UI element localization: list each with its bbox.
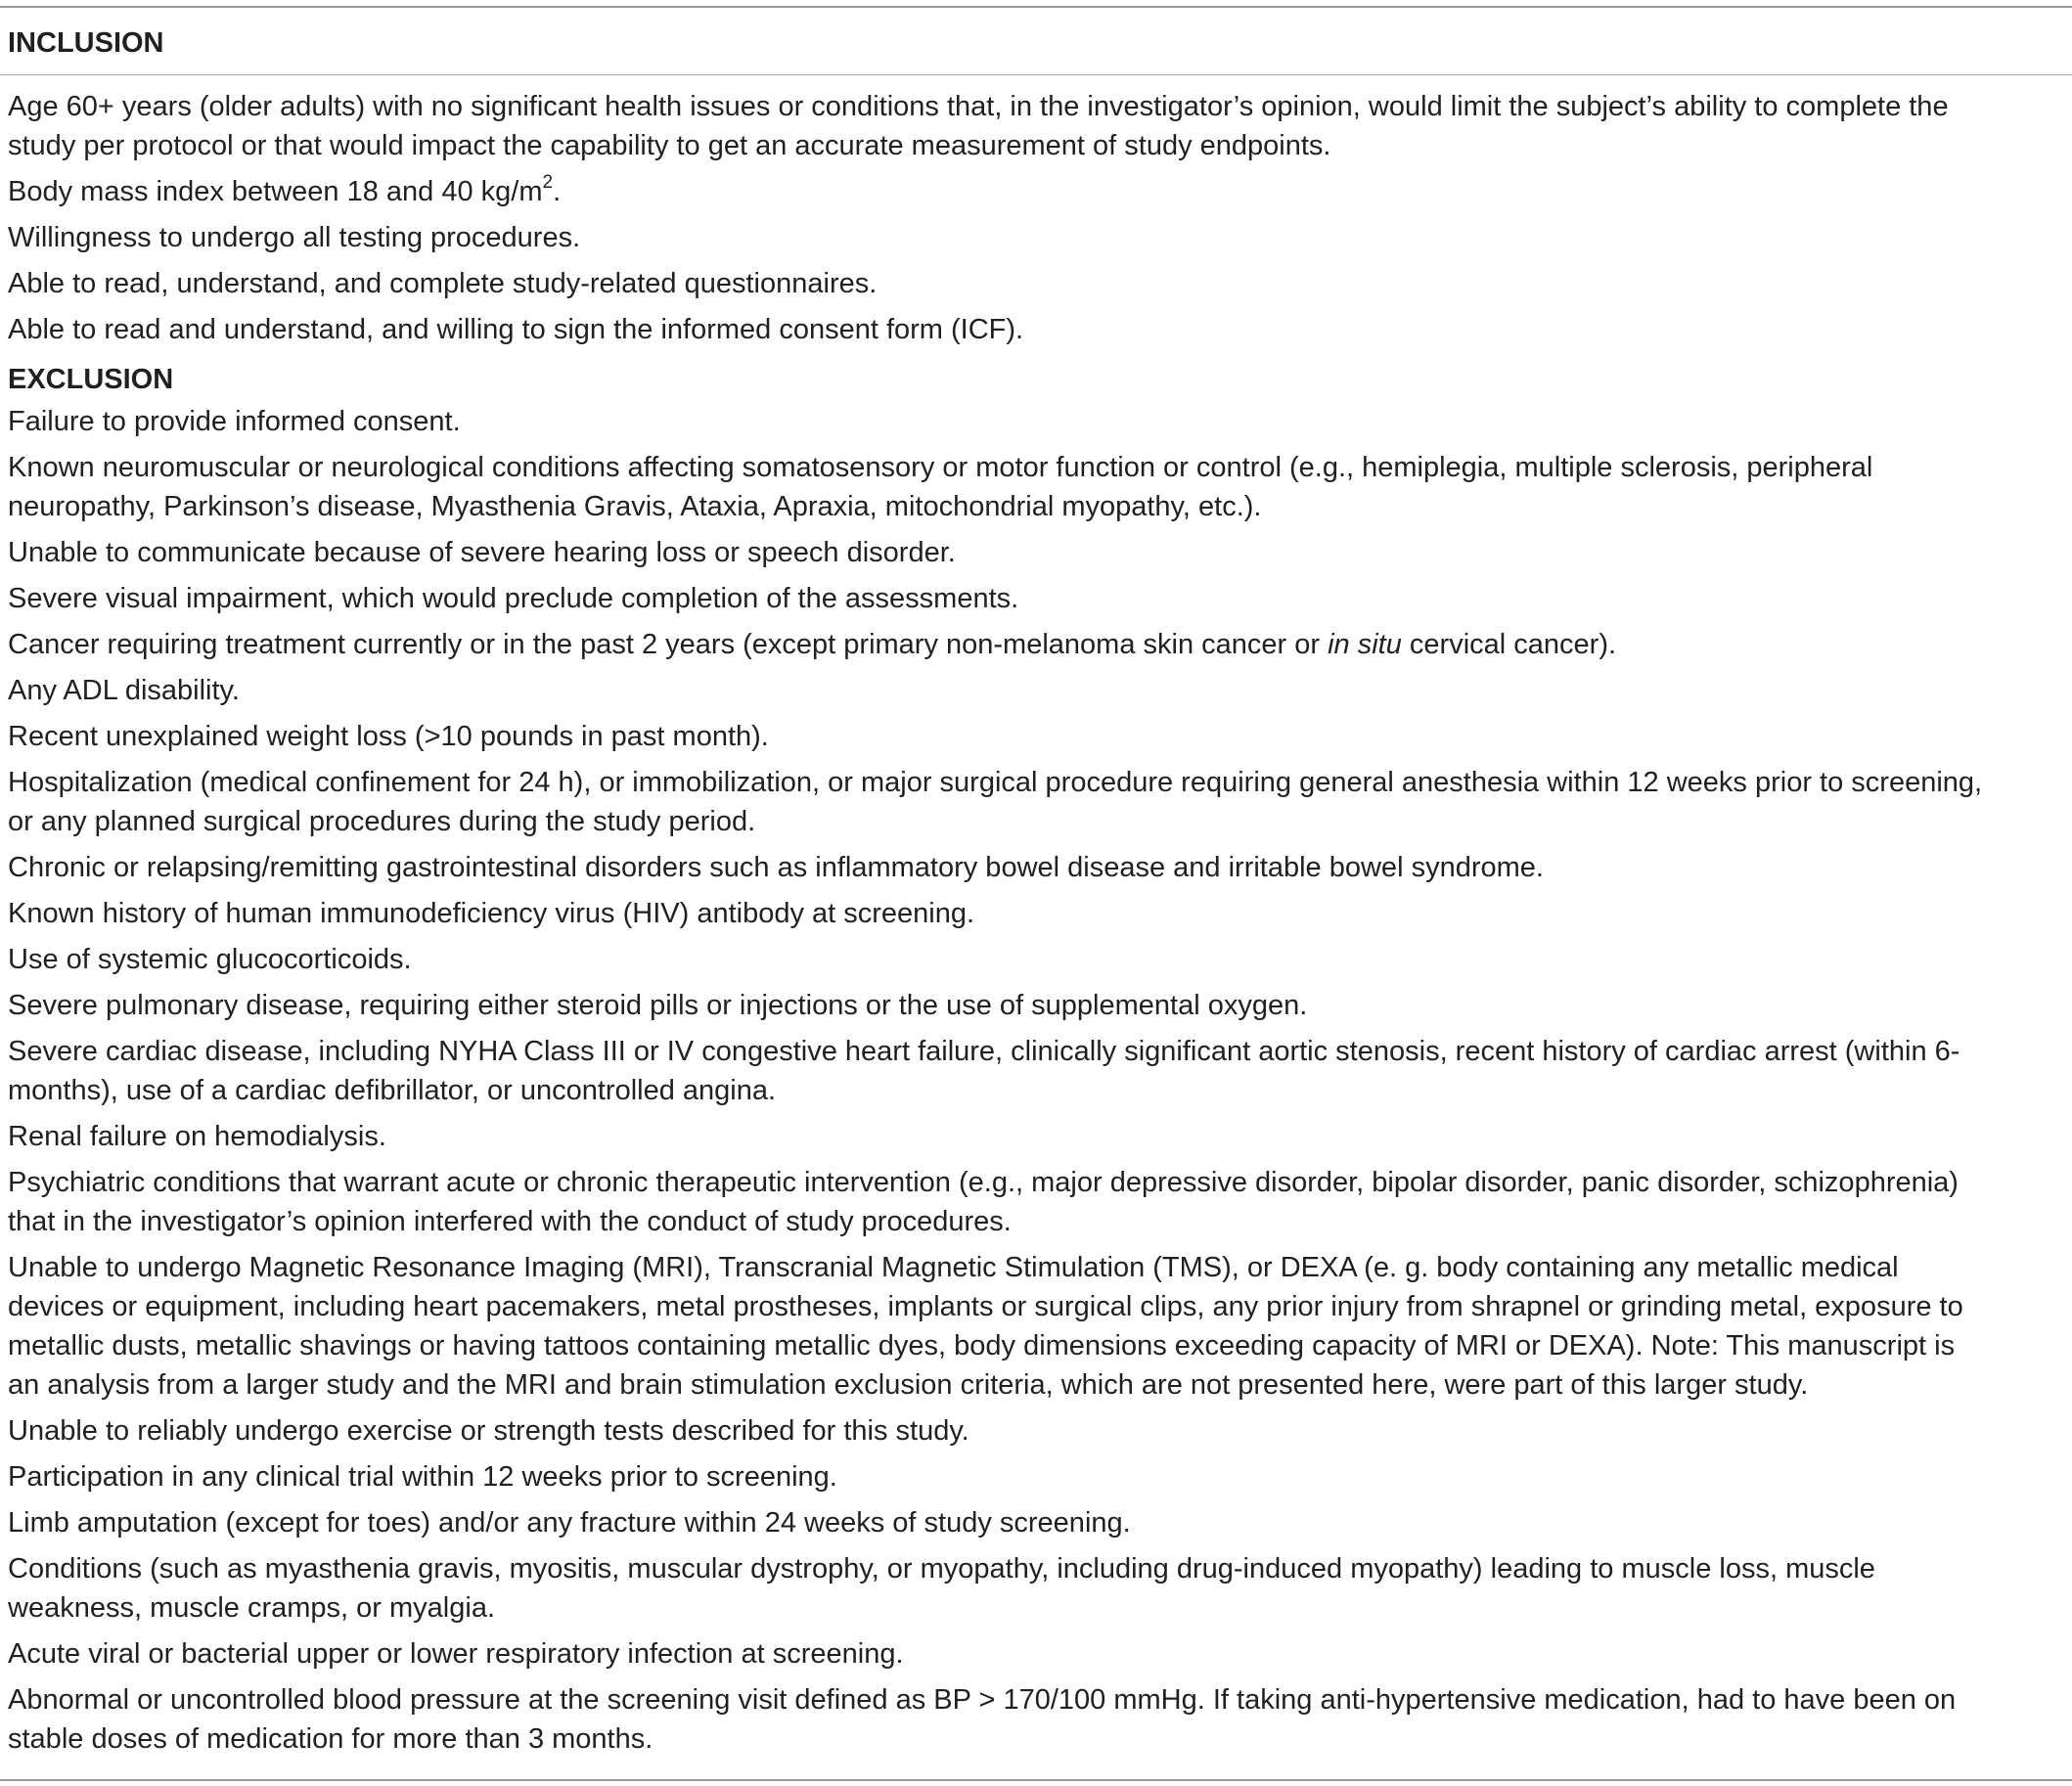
inclusion-heading: INCLUSION — [8, 27, 164, 59]
list-item: Renal failure on hemodialysis. — [8, 1121, 386, 1152]
list-item: Any ADL disability. — [8, 675, 240, 706]
list-item: Abnormal or uncontrolled blood pressure at the screening visit defined as BP > 170/100 mmHg. If taking anti-hypertensive medication, had to have been on stable doses of medication for more than 3 months. — [8, 1684, 1957, 1755]
list-item: Age 60+ years (older adults) with no significant health issues or conditions that, in the investigator’s opinion, would limit the subject’s ability to complete the study per protocol or that would impact the capability to get an accurate measurement of study endpoints. — [8, 91, 1949, 161]
list-item: Able to read and understand, and willing to sign the informed consent form (ICF). — [8, 314, 1024, 345]
table-bottom-rule — [0, 1779, 2072, 1781]
list-item: Willingness to undergo all testing procedures. — [8, 222, 581, 253]
list-item: Unable to reliably undergo exercise or strength tests described for this study. — [8, 1415, 969, 1447]
cancer-italic: in situ — [1328, 629, 1402, 660]
list-item — [0, 625, 2002, 671]
bmi-text: Body mass index between 18 and 40 kg/m — [8, 176, 543, 207]
list-item: Use of systemic glucocorticoids. — [8, 944, 412, 975]
list-item: Hospitalization (medical confinement for 24 h), or immobilization, or major surgical procedure requiring general anesthesia within 12 weeks prior to screening, or any planned surgical procedures during the study period. — [8, 767, 1983, 837]
cancer-text: Cancer requiring treatment currently or in the past 2 years (except primary non-melanoma skin cancer or — [8, 629, 1329, 660]
list-item: Failure to provide informed consent. — [8, 406, 461, 437]
list-item: Unable to communicate because of severe hearing loss or speech disorder. — [8, 537, 956, 568]
list-item — [0, 172, 2002, 218]
list-item: Unable to undergo Magnetic Resonance Imaging (MRI), Transcranial Magnetic Stimulation (TMS), or DEXA (e. g. body containing any metallic medical devices or equipment, including heart pacemakers, metal prostheses, implants or surgical clips, any prior injury from shrapnel or grinding metal, exposure to metallic dusts, metallic shavings or having tattoos containing metallic dyes, body dimensions exceeding capacity of MRI or DEXA). Note: This manuscript is an analysis from a larger study and the MRI and brain stimulation exclusion criteria, which are not presented here, were part of this larger study. — [8, 1252, 1963, 1401]
list-item: Recent unexplained weight loss (>10 pounds in past month). — [8, 721, 769, 752]
list-item: Known neuromuscular or neurological conditions affecting somatosensory or motor function or control (e.g., hemiplegia, multiple sclerosis, peripheral neuropathy, Parkinson’s disease, Myasthenia Gravis, Ataxia, Apraxia, mitochondrial myopathy, etc.). — [8, 452, 1873, 522]
list-item: Conditions (such as myasthenia gravis, myositis, muscular dystrophy, or myopathy, including drug-induced myopathy) leading to muscle loss, muscle weakness, muscle cramps, or myalgia. — [8, 1553, 1875, 1624]
list-item: Severe cardiac disease, including NYHA Class III or IV congestive heart failure, clinically significant aortic stenosis, recent history of cardiac arrest (within 6-months), use of a cardiac defibrillator, or uncontrolled angina. — [8, 1036, 1960, 1106]
table-bottom-spacer — [0, 1765, 2072, 1779]
list-item: Acute viral or bacterial upper or lower respiratory infection at screening. — [8, 1638, 904, 1670]
bmi-suffix: . — [553, 176, 562, 207]
bmi-superscript: 2 — [542, 172, 554, 193]
list-item: Able to read, understand, and complete study-related questionnaires. — [8, 268, 878, 299]
list-item: Psychiatric conditions that warrant acute or chronic therapeutic intervention (e.g., major depressive disorder, bipolar disorder, panic disorder, schizophrenia) that in the investigator’s opinion interfered with the conduct of study procedures. — [8, 1167, 1959, 1237]
cancer-suffix: cervical cancer). — [1401, 629, 1617, 660]
exclusion-heading: EXCLUSION — [8, 364, 174, 395]
inclusion-list — [0, 75, 2072, 356]
list-item: Chronic or relapsing/remitting gastrointestinal disorders such as inflammatory bowel disease and irritable bowel syndrome. — [8, 852, 1544, 883]
list-item: Limb amputation (except for toes) and/or any fracture within 24 weeks of study screening. — [8, 1507, 1131, 1539]
list-item: Severe pulmonary disease, requiring either steroid pills or injections or the use of supplemental oxygen. — [8, 990, 1308, 1021]
list-item: Severe visual impairment, which would preclude completion of the assessments. — [8, 583, 1019, 614]
exclusion-list — [0, 402, 2072, 1765]
list-item: Known history of human immunodeficiency virus (HIV) antibody at screening. — [8, 898, 975, 929]
criteria-table — [0, 6, 2072, 1781]
list-item: Participation in any clinical trial within 12 weeks prior to screening. — [8, 1461, 837, 1493]
